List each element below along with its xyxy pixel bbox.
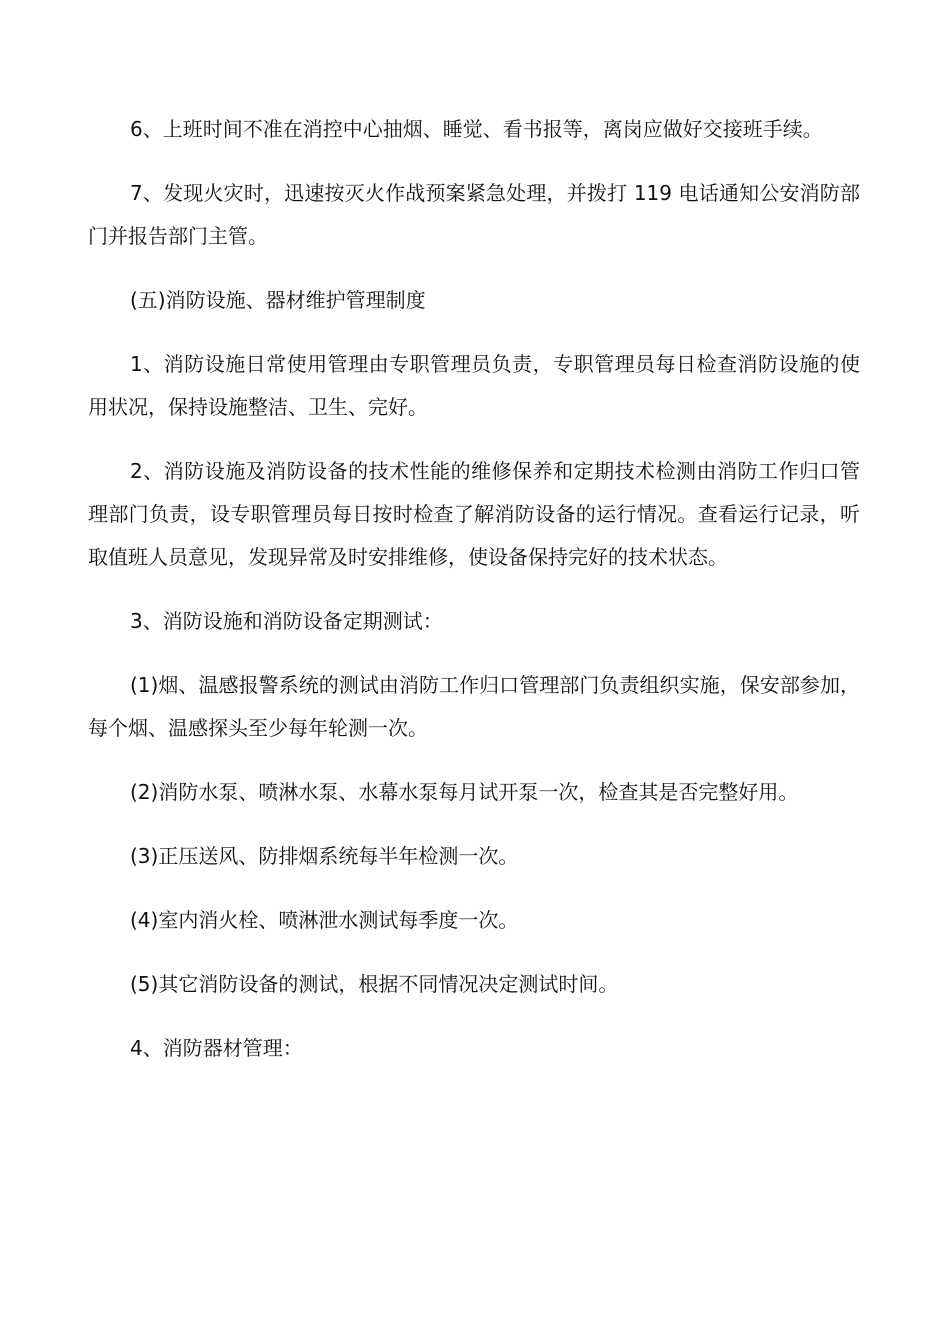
paragraph-item-3: 3、消防设施和消防设备定期测试： [130, 609, 443, 633]
section-heading-five: (五)消防设施、器材维护管理制度 [130, 288, 426, 312]
paragraph-item-2: 2、消防设施及消防设备的技术性能的维修保养和定期技术检测由消防工作归口管理部门负责，设专职管理员每日按时检查了解消防设备的运行情况。查看运行记录，听取值班人员意见，发现异常及时安排维修，使设备保持完好的技术状态。 [88, 459, 860, 569]
paragraph-item-7: 7、发现火灾时，迅速按灭火作战预案紧急处理，并拨打 119 电话通知公安消防部门并报告部门主管。 [88, 181, 860, 248]
sub-item-2: (2)消防水泵、喷淋水泵、水幕水泵每月试开泵一次，检查其是否完整好用。 [130, 780, 799, 804]
document-body [88, 108, 860, 1091]
sub-item-3: (3)正压送风、防排烟系统每半年检测一次。 [130, 844, 519, 868]
paragraph-item-4: 4、消防器材管理： [130, 1036, 303, 1060]
sub-item-4: (4)室内消火栓、喷淋泄水测试每季度一次。 [130, 908, 519, 932]
sub-item-1: (1)烟、温感报警系统的测试由消防工作归口管理部门负责组织实施，保安部参加，每个烟、温感探头至少每年轮测一次。 [88, 673, 860, 740]
paragraph-item-1: 1、消防设施日常使用管理由专职管理员负责，专职管理员每日检查消防设施的使用状况，保持设施整洁、卫生、完好。 [88, 352, 860, 419]
paragraph-item-6: 6、上班时间不准在消控中心抽烟、睡觉、看书报等，离岗应做好交接班手续。 [130, 117, 823, 141]
sub-item-5: (5)其它消防设备的测试，根据不同情况决定测试时间。 [130, 972, 619, 996]
